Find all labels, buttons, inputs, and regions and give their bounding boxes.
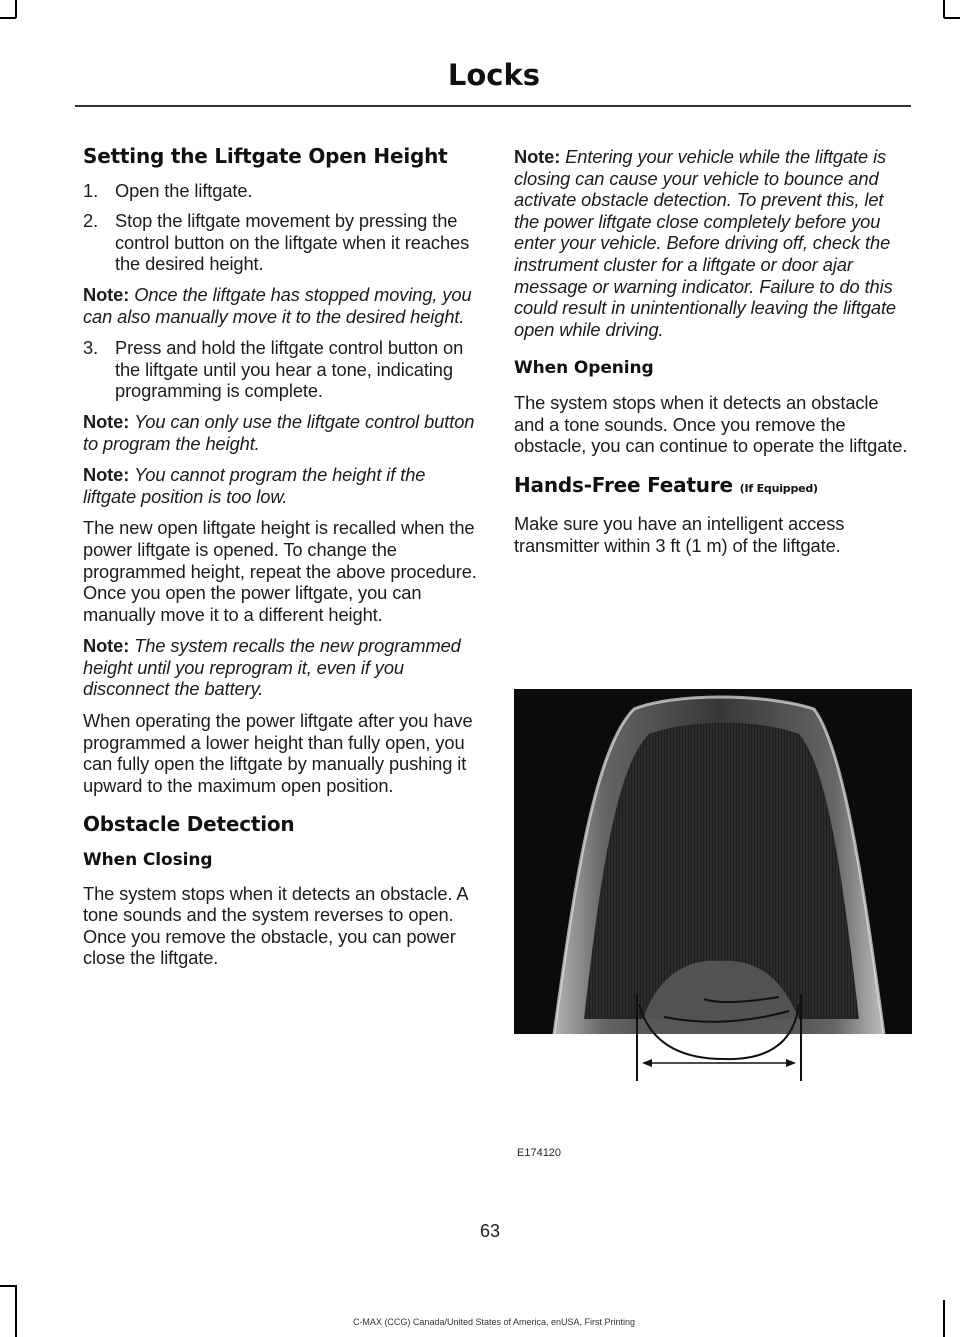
note: [83, 411, 479, 454]
step-number: 2.: [83, 210, 99, 232]
crop-mark: [944, 17, 960, 19]
note-text: You can only use the liftgate control button to program the height.: [83, 410, 475, 454]
step-number: 3.: [83, 337, 99, 359]
footer-text: C-MAX (CCG) Canada/United States of America, enUSA, First Printing: [352, 1317, 636, 1327]
section-heading-text: Hands-Free Feature: [514, 472, 733, 497]
note-label: Note:: [83, 283, 130, 305]
note-text: Once the liftgate has stopped moving, you can also manually move it to the desired height.: [83, 283, 472, 327]
note-label: Note:: [514, 146, 561, 167]
if-equipped-tag: (If Equipped): [739, 481, 818, 495]
crop-mark: [0, 17, 16, 19]
page-title: Locks: [447, 58, 540, 92]
note-text: You cannot program the height if the liftgate position is too low.: [83, 464, 426, 507]
crop-mark: [943, 1300, 945, 1337]
section-heading: [514, 472, 910, 500]
note-label: Note:: [83, 635, 130, 657]
note: [83, 464, 479, 507]
arrow-head: [642, 1059, 652, 1067]
right-column: [514, 146, 910, 557]
step-item: [83, 210, 479, 275]
step-text: Press and hold the liftgate control button on the liftgate until you hear a tone, indicating programming is complete.: [115, 337, 464, 402]
note: [83, 635, 479, 700]
crop-mark: [15, 0, 17, 18]
page-number: 63: [479, 1221, 501, 1241]
step-item: [83, 337, 479, 402]
paragraph: The system stops when it detects an obstacle. A tone sounds and the system reverses to open. Once you remove the obstacle, you can power close the liftgate.: [83, 882, 468, 969]
figure-id: E174120: [517, 1147, 562, 1159]
crop-mark: [0, 1285, 16, 1287]
crop-mark: [15, 1285, 17, 1337]
paragraph: The system stops when it detects an obstacle and a tone sounds. Once you remove the obstacle, you can continue to operate the liftgate.: [514, 391, 908, 457]
note-label: Note:: [83, 410, 130, 432]
paragraph: When operating the power liftgate after you have programmed a lower height than fully open, you can fully open the liftgate by manually pushing it upward to the maximum open position.: [83, 710, 473, 796]
crop-mark: [943, 0, 945, 18]
note-text: The system recalls the new programmed height until you reprogram it, even if you disconnect the battery.: [83, 635, 461, 700]
step-number: 1.: [83, 179, 99, 201]
header-divider: [75, 105, 911, 107]
left-column: [83, 146, 479, 969]
liftgate-illustration-art: [514, 689, 912, 1089]
subsection-heading: When Opening: [514, 358, 654, 379]
step-text: Stop the liftgate movement by pressing the control button on the liftgate when it reaches the desired height.: [115, 210, 470, 275]
section-heading: Obstacle Detection: [83, 812, 295, 837]
step-item: [83, 180, 479, 202]
section-heading: Setting the Liftgate Open Height: [83, 144, 448, 168]
arrow-head: [786, 1059, 796, 1067]
paragraph: The new open liftgate height is recalled when the power liftgate is opened. To change the programmed height, repeat the above procedure. Once you open the power liftgate, you can manually move it to a different height.: [83, 517, 477, 625]
note: [514, 146, 910, 340]
step-text: Open the liftgate.: [115, 179, 253, 201]
subsection-heading: When Closing: [83, 850, 213, 871]
note-label: Note:: [83, 464, 130, 486]
paragraph: Make sure you have an intelligent access transmitter within 3 ft (1 m) of the liftgate.: [514, 513, 845, 556]
note-text: Entering your vehicle while the liftgate is closing can cause your vehicle to bounce and activate obstacle detection. To prevent this, let the power liftgate close completely before you enter your vehicle. Before driving off, check the instrument cluster for a liftgate or door ajar message or warning indicator. Failure to do this could result in unintentionally leaving the liftgate open while driving.: [514, 146, 897, 340]
note: [83, 284, 479, 327]
